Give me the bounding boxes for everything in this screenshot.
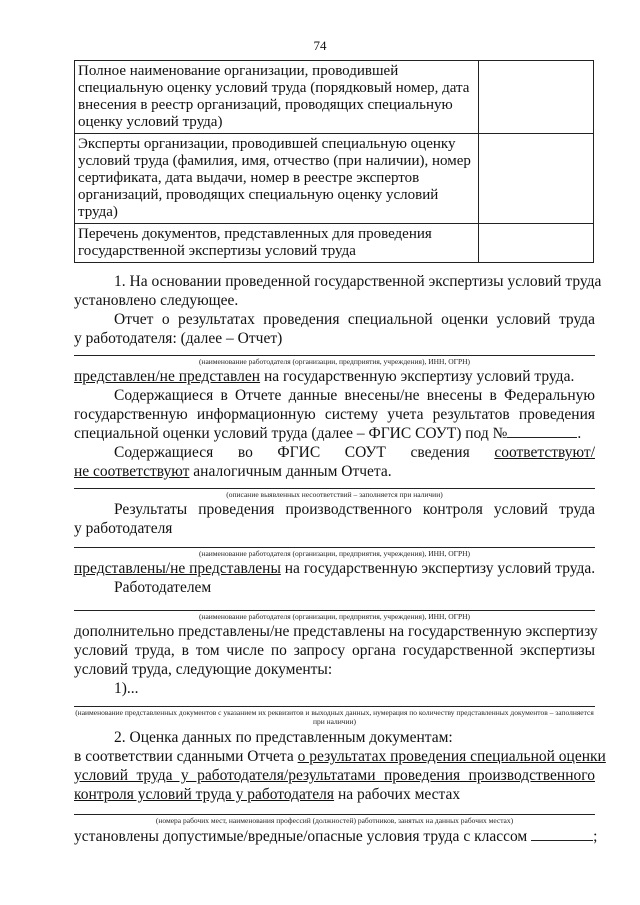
underlined-text: соответствуют/: [494, 444, 596, 461]
paragraph-line: установлено следующее.: [74, 292, 239, 309]
number-blank: [507, 425, 577, 438]
paragraph-line: условий труда, следующие документы:: [74, 661, 333, 678]
paragraph-line: у работодателя: (далее – Отчет): [74, 330, 283, 347]
text-fragment: в соответствии сданными Отчета: [74, 748, 298, 765]
text-fragment: аналогичным данным Отчета.: [189, 463, 392, 480]
paragraph-line: у работодателя: [74, 520, 173, 537]
fill-in-line: [74, 610, 595, 611]
table-cell-value: [479, 224, 594, 263]
field-caption: (наименование работодателя (организации, предприятия, учреждения), ИНН, ОГРН): [198, 549, 471, 558]
paragraph-line: [74, 747, 606, 766]
field-caption: (наименование представленных документов с указанием их реквизитов и выходных данных, нумерация по количеству представленных документов – заполняется при наличии): [75, 708, 594, 726]
info-table: [74, 60, 594, 263]
field-caption: (наименование работодателя (организации, предприятия, учреждения), ИНН, ОГРН): [198, 612, 471, 621]
paragraph-line: Результаты проведения производственного контроля условий труда: [114, 501, 595, 518]
fill-in-line: [74, 706, 595, 707]
paragraph-line: [74, 367, 595, 386]
paragraph-line: [74, 443, 595, 462]
paragraph-line: Отчет о результатах проведения специальной оценки условий труда: [114, 311, 595, 328]
underlined-text: представлен/не представлен: [74, 368, 261, 385]
field-caption: (наименование работодателя (организации, предприятия, учреждения), ИНН, ОГРН): [198, 357, 471, 366]
paragraph-line: [74, 462, 595, 481]
table-cell-label: Перечень документов, представленных для проведения государственной экспертизы условий труда: [75, 224, 479, 263]
paragraph-line: 1. На основании проведенной государственной экспертизы условий труда: [114, 273, 602, 290]
paragraph-line: условий труда, в том числе по запросу органа государственной экспертизы: [74, 642, 595, 659]
table-row: [75, 224, 594, 263]
text-fragment: установлены допустимые/вредные/опасные условия труда с классом: [74, 828, 528, 845]
text-fragment: ;: [593, 828, 598, 845]
paragraph-line: 2. Оценка данных по представленным документам:: [114, 729, 453, 746]
table-cell-label: Эксперты организации, проводившей специальную оценку условий труда (фамилия, имя, отчество (при наличии), номер сертификата, дата выдачи, номер в реестре экспертов организаций, проводящих специальную оценку условий труда): [75, 134, 479, 224]
text-fragment: во: [237, 444, 253, 461]
page-number: 74: [313, 38, 327, 53]
paragraph-line: Работодателем: [114, 579, 212, 596]
paragraph-line: [74, 785, 595, 804]
text-fragment: специальной оценки условий труда (далее – ФГИС СОУТ) под №: [74, 425, 508, 442]
underlined-text: о результатах проведения специальной оценки: [297, 748, 606, 765]
paragraph-line: 1)...: [114, 680, 139, 697]
text-fragment: на государственную экспертизу условий труда.: [260, 368, 575, 385]
table-row: [75, 134, 594, 224]
text-fragment: на рабочих местах: [334, 786, 461, 803]
table-cell-value: [479, 61, 594, 134]
text-fragment: СОУТ: [344, 444, 386, 461]
text-fragment: сведения: [410, 444, 470, 461]
paragraph-line: дополнительно представлены/не представлены на государственную экспертизу: [74, 623, 598, 640]
paragraph-line: [74, 559, 595, 578]
underlined-text: не соответствуют: [74, 463, 190, 480]
class-blank: [531, 828, 593, 841]
field-caption: (описание выявленных несоответствий – заполняется при наличии): [226, 490, 443, 499]
paragraph-line: Содержащиеся в Отчете данные внесены/не внесены в Федеральную: [114, 387, 595, 404]
table-cell-label: Полное наименование организации, проводившей специальную оценку условий труда (порядковый номер, дата внесения в реестр организаций, проводящих специальную оценку условий труда): [75, 61, 479, 134]
fill-in-line: [74, 547, 595, 548]
paragraph-line: специальной оценки условий труда (далее – ФГИС СОУТ) под № .: [74, 425, 582, 442]
fill-in-line: [74, 814, 595, 815]
fill-in-line: [74, 355, 595, 356]
field-caption: (номера рабочих мест, наименования профессий (должностей) работников, занятых на данных рабочих местах): [155, 816, 514, 825]
text-fragment: ФГИС: [277, 444, 321, 461]
table-row: [75, 61, 594, 134]
fill-in-line: [74, 488, 595, 489]
text-fragment: на государственную экспертизу условий труда.: [280, 560, 596, 577]
table-cell-value: [479, 134, 594, 224]
paragraph-line: государственную информационную систему учета результатов проведения: [74, 406, 595, 423]
underlined-text: контроля условий труда у работодателя: [74, 786, 335, 803]
underlined-text: представлены/не представлены: [74, 560, 281, 577]
paragraph-line: условий труда у работодателя/результатами проведения производственного: [74, 767, 595, 784]
text-fragment: Содержащиеся: [114, 444, 214, 461]
paragraph-line: [74, 827, 598, 846]
